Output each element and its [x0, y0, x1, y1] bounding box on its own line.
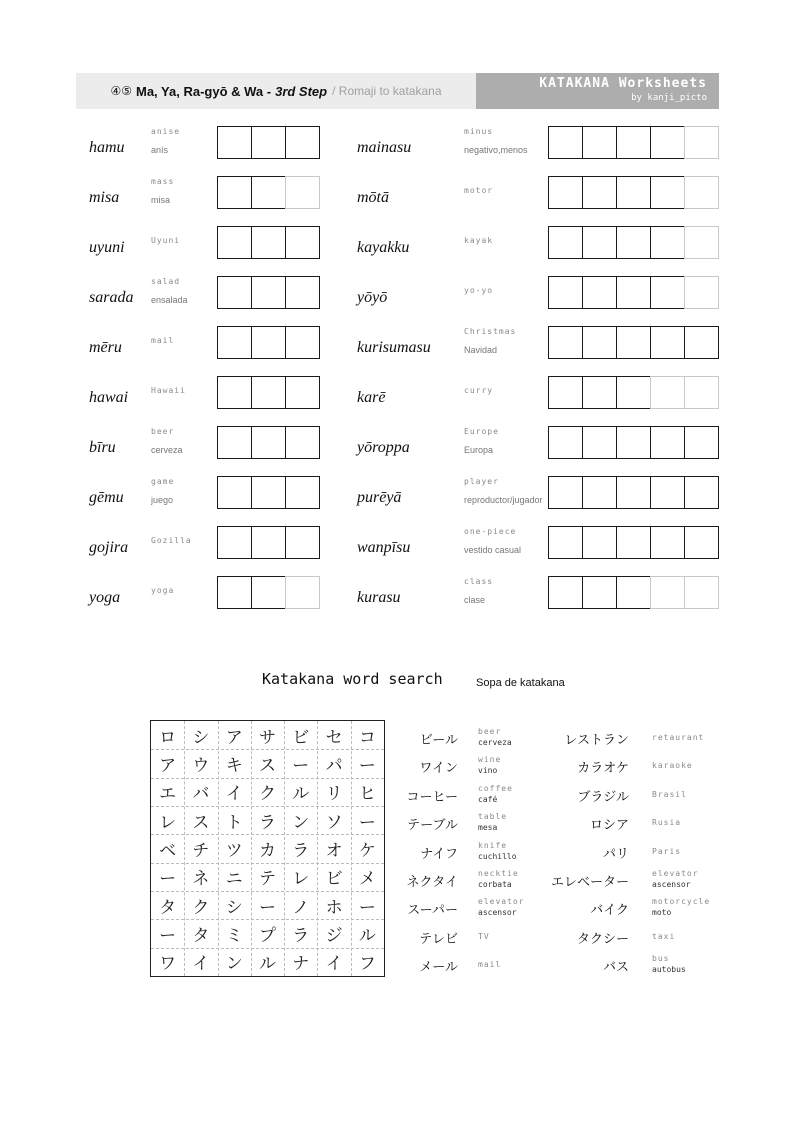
lesson-title: Ma, Ya, Ra-gyō & Wa -	[136, 83, 272, 99]
romaji-word: mainasu	[357, 139, 412, 156]
answer-box[interactable]	[650, 176, 685, 209]
answer-box[interactable]	[251, 476, 286, 509]
grid-cell[interactable]: ラ	[292, 840, 310, 861]
answer-box[interactable]	[251, 426, 286, 459]
grid-cell[interactable]: ナ	[292, 954, 310, 975]
grid-cell[interactable]: ワ	[159, 954, 177, 975]
spanish-gloss: moto	[652, 908, 672, 918]
grid-cell[interactable]: イ	[325, 954, 343, 975]
answer-boxes	[548, 426, 718, 458]
grid-cell[interactable]: ー	[258, 897, 276, 918]
romaji-word: purēyā	[357, 489, 402, 506]
grid-cell[interactable]: シ	[225, 897, 243, 918]
answer-boxes	[217, 526, 319, 558]
answer-box[interactable]	[548, 276, 583, 309]
answer-box[interactable]	[582, 326, 617, 359]
answer-box[interactable]	[285, 276, 320, 309]
answer-box[interactable]	[217, 476, 252, 509]
answer-box[interactable]	[251, 126, 286, 159]
grid-cell[interactable]: ア	[225, 727, 243, 748]
romaji-word: bīru	[89, 439, 116, 456]
grid-cell[interactable]: ミ	[225, 925, 243, 946]
katakana-word: エレベーター	[550, 875, 629, 890]
english-gloss: Uyuni	[151, 236, 181, 245]
answer-box[interactable]	[548, 526, 583, 559]
answer-box[interactable]	[616, 426, 651, 459]
romaji-word: misa	[89, 189, 120, 206]
answer-box[interactable]	[582, 476, 617, 509]
romaji-word: yōyō	[357, 289, 388, 306]
spanish-gloss: vestido casual	[464, 545, 522, 555]
grid-cell[interactable]: ロ	[159, 727, 177, 748]
answer-boxes	[548, 376, 718, 408]
answer-box[interactable]	[251, 526, 286, 559]
answer-box[interactable]	[582, 126, 617, 159]
grid-cell[interactable]: パ	[325, 755, 343, 776]
answer-box[interactable]	[217, 276, 252, 309]
answer-boxes	[217, 326, 319, 358]
answer-box[interactable]	[616, 476, 651, 509]
english-gloss: kayak	[464, 236, 494, 245]
spanish-gloss: cerveza	[478, 738, 512, 747]
answer-box[interactable]	[650, 226, 685, 259]
answer-boxes	[217, 476, 319, 508]
spare-box	[684, 276, 719, 309]
answer-boxes	[217, 126, 319, 158]
answer-box[interactable]	[650, 476, 685, 509]
answer-box[interactable]	[285, 526, 320, 559]
english-gloss: yo-yo	[464, 286, 494, 295]
katakana-word: バス	[602, 960, 629, 976]
grid-cell[interactable]: ト	[225, 812, 243, 833]
grid-cell[interactable]: ー	[159, 869, 177, 890]
katakana-word: メール	[419, 960, 458, 976]
spare-box	[650, 576, 685, 609]
answer-box[interactable]	[251, 376, 286, 409]
spanish-gloss: clase	[464, 595, 486, 605]
answer-box[interactable]	[548, 476, 583, 509]
english-gloss: motorcycle	[652, 897, 711, 907]
answer-box[interactable]	[548, 176, 583, 209]
romaji-word: kurisumasu	[357, 339, 431, 356]
spanish-gloss: anís	[151, 145, 169, 155]
answer-box[interactable]	[684, 426, 719, 459]
word-search-title: Katakana word search	[262, 670, 443, 688]
grid-cell[interactable]: ル	[358, 925, 376, 946]
spanish-gloss: autobus	[652, 965, 686, 975]
answer-boxes	[217, 376, 319, 408]
grid-cell[interactable]: セ	[325, 727, 343, 748]
romaji-word: karē	[357, 389, 386, 406]
katakana-word: タクシー	[576, 931, 629, 947]
answer-box[interactable]	[285, 476, 320, 509]
answer-box[interactable]	[285, 226, 320, 259]
spanish-gloss: misa	[151, 195, 171, 205]
katakana-word: ナイフ	[420, 846, 458, 862]
grid-cell[interactable]: ホ	[325, 897, 343, 918]
grid-cell[interactable]: ベ	[159, 840, 177, 861]
english-gloss: Paris	[652, 846, 682, 856]
answer-boxes	[217, 226, 319, 258]
katakana-word: パリ	[602, 846, 629, 862]
english-gloss: karaoke	[652, 761, 693, 771]
english-gloss: beer	[151, 427, 175, 436]
english-gloss: necktie	[478, 869, 519, 878]
grid-cell[interactable]: ン	[225, 954, 243, 975]
romaji-word: hawai	[89, 389, 129, 406]
brand-byline: by kanji_picto	[631, 93, 707, 103]
answer-box[interactable]	[650, 426, 685, 459]
spanish-gloss: corbata	[478, 880, 512, 889]
grid-cell[interactable]: ル	[258, 954, 276, 975]
grid-cell[interactable]: ニ	[225, 869, 243, 890]
katakana-word: カラオケ	[577, 761, 629, 777]
katakana-word: レストラン	[564, 733, 629, 748]
romaji-word: hamu	[89, 139, 125, 156]
answer-box[interactable]	[251, 176, 286, 209]
english-gloss: retaurant	[652, 733, 705, 742]
grid-cell[interactable]: シ	[192, 727, 210, 748]
katakana-word: ブラジル	[577, 789, 629, 805]
spare-box	[650, 376, 685, 409]
romaji-word: mōtā	[357, 189, 389, 206]
grid-cell[interactable]: バ	[192, 784, 210, 805]
grid-cell[interactable]: フ	[358, 954, 376, 975]
english-gloss: coffee	[478, 783, 513, 793]
spanish-gloss: mesa	[478, 823, 498, 833]
spanish-gloss: ascensor	[478, 908, 517, 918]
katakana-word: テーブル	[407, 818, 458, 834]
grid-cell[interactable]: レ	[292, 869, 310, 890]
brand-title: KATAKANA Worksheets	[539, 76, 707, 91]
romaji-word: sarada	[89, 289, 134, 306]
grid-cell[interactable]: ア	[159, 755, 177, 776]
grid-cell[interactable]: ス	[192, 812, 210, 833]
answer-box[interactable]	[285, 426, 320, 459]
grid-cell[interactable]: カ	[258, 840, 276, 861]
grid-cell[interactable]: ヒ	[358, 784, 376, 805]
katakana-word: バイク	[590, 903, 629, 919]
answer-boxes	[548, 576, 718, 608]
answer-box[interactable]	[217, 126, 252, 159]
romaji-word: yoga	[89, 589, 121, 606]
grid-cell[interactable]: ビ	[325, 869, 343, 890]
english-gloss: Brasil	[652, 789, 687, 799]
grid-cell[interactable]: ノ	[292, 897, 310, 918]
grid-cell[interactable]: イ	[192, 954, 210, 975]
answer-box[interactable]	[548, 376, 583, 409]
katakana-word: テレビ	[419, 931, 458, 947]
grid-cell[interactable]: ク	[192, 897, 210, 918]
answer-box[interactable]	[285, 126, 320, 159]
answer-box[interactable]	[582, 226, 617, 259]
grid-cell[interactable]: ン	[292, 812, 310, 833]
english-gloss: salad	[151, 277, 181, 286]
answer-box[interactable]	[548, 576, 583, 609]
answer-boxes	[548, 226, 718, 258]
grid-cell[interactable]: ス	[258, 755, 276, 776]
english-gloss: motor	[464, 186, 494, 195]
answer-box[interactable]	[616, 326, 651, 359]
english-gloss: Rusia	[652, 818, 682, 828]
answer-box[interactable]	[582, 526, 617, 559]
spanish-gloss: vino	[478, 766, 498, 776]
katakana-word: コーヒー	[406, 789, 458, 805]
spare-box	[684, 226, 719, 259]
romaji-word: wanpīsu	[357, 539, 411, 556]
lesson-subtitle: / Romaji to katakana	[332, 84, 442, 98]
answer-box[interactable]	[616, 376, 651, 409]
answer-boxes	[217, 276, 319, 308]
spanish-gloss: negativo,menos	[464, 145, 528, 155]
grid-cell[interactable]: ル	[292, 784, 310, 805]
spare-box	[684, 126, 719, 159]
grid-cell[interactable]: ー	[292, 755, 310, 776]
grid-cell[interactable]: プ	[258, 925, 276, 946]
answer-box[interactable]	[616, 226, 651, 259]
spanish-gloss: juego	[151, 495, 174, 505]
english-gloss: beer	[478, 727, 502, 736]
spanish-gloss: café	[478, 794, 498, 804]
english-gloss: curry	[464, 386, 494, 395]
english-gloss: Christmas	[464, 327, 517, 336]
spanish-gloss: cuchillo	[478, 851, 517, 861]
grid-cell[interactable]: ク	[258, 784, 276, 805]
grid-cell[interactable]: リ	[325, 784, 343, 805]
answer-box[interactable]	[616, 576, 651, 609]
english-gloss: anise	[151, 127, 181, 136]
grid-cell[interactable]: ツ	[225, 840, 243, 861]
answer-box[interactable]	[650, 526, 685, 559]
romaji-word: uyuni	[89, 239, 125, 256]
english-gloss: yoga	[151, 586, 175, 595]
spanish-gloss: Europa	[464, 445, 494, 455]
english-gloss: TV	[478, 931, 490, 941]
spare-box	[285, 576, 320, 609]
worksheet-header	[76, 73, 719, 109]
english-gloss: taxi	[652, 931, 676, 941]
answer-box[interactable]	[217, 526, 252, 559]
english-gloss: table	[478, 812, 508, 822]
answer-boxes	[217, 576, 319, 608]
grid-cell[interactable]: ラ	[258, 812, 276, 833]
answer-box[interactable]	[684, 476, 719, 509]
spare-box	[684, 576, 719, 609]
grid-cell[interactable]: ウ	[192, 755, 210, 776]
answer-boxes	[548, 276, 718, 308]
katakana-word: ネクタイ	[406, 875, 458, 890]
romaji-word: mēru	[89, 339, 122, 356]
katakana-word: ワイン	[419, 761, 458, 777]
answer-boxes	[548, 326, 718, 358]
word-search-subtitle: Sopa de katakana	[476, 677, 565, 689]
romaji-word: gojira	[89, 539, 129, 556]
english-gloss: wine	[478, 755, 502, 765]
grid-cell[interactable]: エ	[159, 784, 177, 805]
romaji-word: kurasu	[357, 589, 401, 606]
english-gloss: elevator	[478, 897, 525, 907]
grid-cell[interactable]: チ	[192, 840, 210, 861]
answer-box[interactable]	[548, 326, 583, 359]
grid-cell[interactable]: イ	[225, 784, 243, 805]
lesson-step: 3rd Step	[275, 83, 328, 99]
spanish-gloss: reproductor/jugador	[464, 495, 543, 505]
english-gloss: mail	[478, 960, 502, 970]
grid-cell[interactable]: コ	[358, 727, 376, 748]
grid-cell[interactable]: キ	[225, 755, 243, 776]
answer-box[interactable]	[616, 526, 651, 559]
katakana-word: ビール	[419, 733, 458, 748]
answer-boxes	[548, 476, 718, 508]
spanish-gloss: cerveza	[151, 445, 183, 455]
answer-box[interactable]	[548, 126, 583, 159]
answer-box[interactable]	[684, 526, 719, 559]
romaji-word: gēmu	[89, 489, 124, 506]
answer-boxes	[548, 126, 718, 158]
grid-cell[interactable]: タ	[159, 897, 177, 918]
answer-box[interactable]	[217, 326, 252, 359]
answer-box[interactable]	[217, 176, 252, 209]
brand-bar	[476, 73, 719, 109]
grid-cell[interactable]: ラ	[292, 925, 310, 946]
answer-box[interactable]	[251, 326, 286, 359]
english-gloss: knife	[478, 840, 508, 850]
answer-boxes	[548, 526, 718, 558]
answer-box[interactable]	[217, 426, 252, 459]
spare-box	[684, 376, 719, 409]
answer-box[interactable]	[616, 126, 651, 159]
english-gloss: Gozilla	[151, 536, 192, 545]
answer-box[interactable]	[616, 176, 651, 209]
answer-boxes	[217, 426, 319, 458]
answer-box[interactable]	[582, 426, 617, 459]
answer-box[interactable]	[582, 276, 617, 309]
grid-cell[interactable]: ジ	[325, 925, 343, 946]
answer-box[interactable]	[217, 376, 252, 409]
romaji-word: yōroppa	[357, 439, 410, 456]
grid-cell[interactable]: ー	[159, 925, 177, 946]
answer-box[interactable]	[650, 126, 685, 159]
header-title-bar	[76, 73, 476, 109]
grid-cell[interactable]: ネ	[192, 869, 210, 890]
answer-box[interactable]	[217, 576, 252, 609]
answer-box[interactable]	[251, 576, 286, 609]
grid-cell[interactable]: レ	[159, 812, 177, 833]
english-gloss: mail	[151, 336, 175, 345]
grid-cell[interactable]: ー	[358, 755, 376, 776]
answer-box[interactable]	[582, 576, 617, 609]
answer-box[interactable]	[251, 276, 286, 309]
spare-box	[684, 176, 719, 209]
grid-cell[interactable]: ビ	[292, 727, 310, 748]
answer-box[interactable]	[582, 376, 617, 409]
katakana-word: スーパー	[407, 903, 458, 919]
spanish-gloss: Navidad	[464, 345, 498, 355]
english-gloss: elevator	[652, 869, 699, 878]
grid-cell[interactable]: メ	[358, 869, 376, 890]
romaji-word: kayakku	[357, 239, 410, 256]
answer-box[interactable]	[548, 226, 583, 259]
answer-box[interactable]	[650, 326, 685, 359]
grid-cell[interactable]: ー	[358, 897, 376, 918]
answer-box[interactable]	[217, 226, 252, 259]
answer-box[interactable]	[582, 176, 617, 209]
spanish-gloss: ascensor	[652, 880, 691, 889]
grid-cell[interactable]: ー	[358, 812, 376, 833]
english-gloss: minus	[464, 127, 494, 136]
answer-box[interactable]	[616, 276, 651, 309]
answer-boxes	[217, 176, 319, 208]
word-search-grid	[150, 720, 385, 977]
answer-box[interactable]	[684, 326, 719, 359]
english-gloss: Hawaii	[151, 386, 186, 395]
grid-cell[interactable]: サ	[258, 727, 276, 748]
grid-cell[interactable]: ソ	[325, 812, 343, 833]
answer-boxes	[548, 176, 718, 208]
english-gloss: mass	[151, 177, 175, 186]
spanish-gloss: ensalada	[151, 295, 188, 305]
grid-cell[interactable]: テ	[258, 869, 276, 890]
lesson-number-marks: ④⑤	[110, 84, 132, 98]
katakana-word: ロシア	[589, 818, 629, 834]
answer-box[interactable]	[650, 276, 685, 309]
english-gloss: Europe	[464, 427, 499, 436]
spare-box	[285, 176, 320, 209]
answer-box[interactable]	[285, 326, 320, 359]
english-gloss: class	[464, 577, 494, 586]
grid-cell[interactable]: ケ	[358, 840, 376, 861]
english-gloss: one-piece	[464, 527, 517, 536]
answer-box[interactable]	[251, 226, 286, 259]
english-gloss: bus	[652, 954, 670, 964]
grid-cell[interactable]: タ	[192, 925, 210, 946]
english-gloss: player	[464, 477, 499, 486]
english-gloss: game	[151, 477, 175, 486]
answer-box[interactable]	[285, 376, 320, 409]
answer-box[interactable]	[548, 426, 583, 459]
grid-cell[interactable]: オ	[325, 840, 343, 861]
